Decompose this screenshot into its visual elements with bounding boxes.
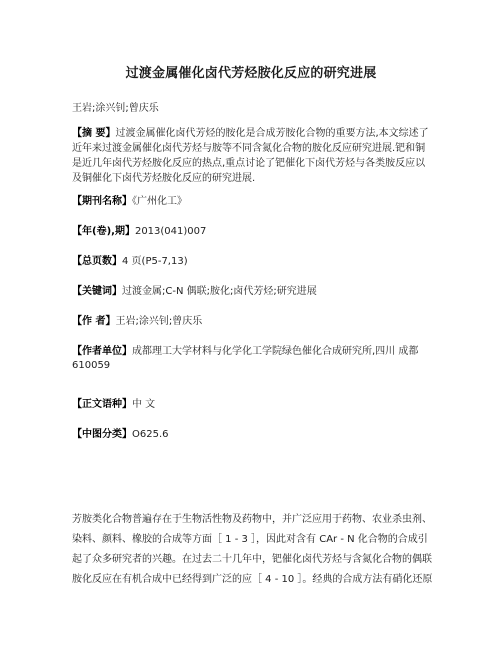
pages-label: 【总页数】 (72, 256, 122, 267)
abstract-line-1 (72, 126, 434, 141)
keywords-row (72, 285, 434, 299)
author-row (72, 315, 434, 329)
journal-value: 《广州化工》 (132, 196, 187, 207)
year-issue-row (72, 225, 434, 239)
pages-row (72, 255, 434, 269)
year-issue-value: 2013(041)007 (134, 226, 207, 237)
pages-value: 4 页(P5-7,13) (122, 256, 188, 267)
body-line-3: 起了众多研究者的兴趣。在过去二十几年中，钯催化卤代芳烃与含氮化合物的偶联 (72, 554, 432, 565)
language-label: 【正文语种】 (72, 399, 132, 410)
language-row (72, 398, 434, 412)
journal-row (72, 195, 434, 209)
body-paragraph (72, 510, 434, 590)
classification-label: 【中图分类】 (72, 429, 132, 440)
year-issue-label: 【年(卷),期】 (72, 226, 135, 237)
body-line-2: 染料、颜料、橡胶的合成等方面［ 1 - 3 ］，因此对含有 CAr - N 化合物的合成引 (72, 534, 428, 545)
abstract-section (72, 126, 434, 186)
affiliation-value-1: 成都理工大学材料与化学化工学院绿色催化合成研究所,四川 成都 (132, 346, 419, 357)
keywords-value: 过渡金属;C-N 偶联;胺化;卤代芳烃;研究进展 (122, 286, 317, 297)
abstract-text-1: 过渡金属催化卤代芳烃的胺化是合成芳胺化合物的重要方法,本文综述了 (115, 128, 429, 139)
body-line-4: 胺化反应在有机合成中已经得到广泛的应［ 4 - 10 ］。经典的合成方法有硝化还原 (72, 574, 433, 585)
author-list: 王岩;涂兴钊;曾庆乐 (72, 103, 159, 114)
keywords-label: 【关键词】 (72, 286, 122, 297)
abstract-text-2: 近年来过渡金属催化卤代芳烃与胺等不同含氮化合物的胺化反应研究进展.钯和铜 (72, 143, 426, 154)
journal-label: 【期刊名称】 (72, 196, 132, 207)
abstract-text-4: 及铜催化下卤代芳烃胺化反应的研究进展. (72, 173, 256, 184)
affiliation-line-1 (72, 345, 434, 359)
language-value: 中 文 (132, 399, 156, 410)
paper-title: 过渡金属催化卤代芳烃胺化反应的研究进展 (125, 66, 377, 81)
classification-row (72, 428, 434, 442)
author-value: 王岩;涂兴钊;曾庆乐 (115, 316, 203, 327)
author-label: 【作 者】 (72, 316, 116, 327)
abstract-text-3: 是近几年卤代芳烃胺化反应的热点,重点讨论了钯催化下卤代芳烃与各类胺反应以 (72, 158, 426, 169)
affiliation-value-2: 610059 (72, 360, 111, 371)
affiliation-row (72, 345, 434, 373)
body-line-1: 芳胺类化合物普遍存在于生物活性物及药物中，并广泛应用于药物、农业杀虫剂、 (72, 514, 432, 525)
classification-value: O625.6 (132, 429, 169, 440)
abstract-label: 【摘 要】 (72, 128, 116, 139)
affiliation-label: 【作者单位】 (72, 346, 132, 357)
